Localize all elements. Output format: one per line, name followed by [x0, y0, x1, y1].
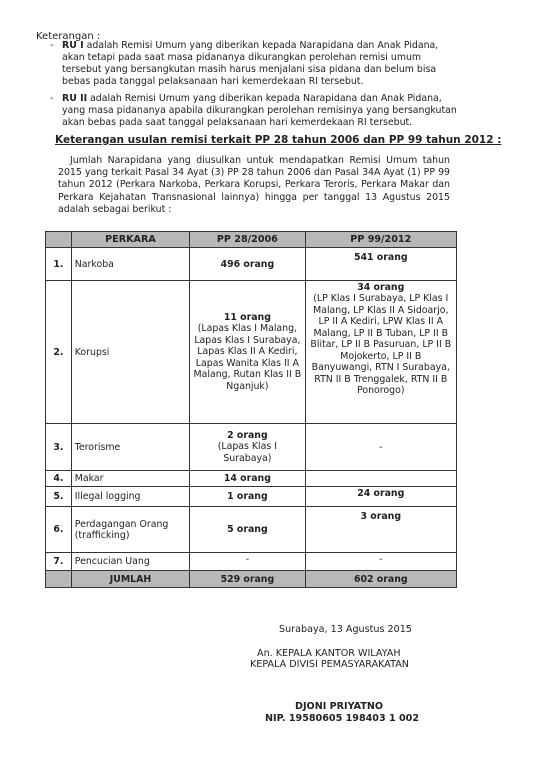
signature-nip: NIP. 19580605 198403 1 002 — [265, 713, 420, 724]
row-pp99: 541 orang — [305, 248, 456, 281]
row-no: 3. — [46, 424, 72, 471]
table-row — [46, 424, 457, 471]
row-no: 2. — [46, 281, 72, 424]
signature-position: KEPALA DIVISI PEMASYARAKATAN — [250, 659, 409, 670]
row-pp28-cell — [190, 424, 305, 471]
signature-an: An. KEPALA KANTOR WILAYAH — [257, 648, 401, 659]
row-perkara: Korupsi — [71, 281, 189, 424]
row-perkara: Pencucian Uang — [71, 553, 189, 571]
keterangan-term: RU I — [62, 40, 84, 51]
row-no: 1. — [46, 248, 72, 281]
row-pp28: 14 orang — [190, 471, 305, 487]
bullet-dash: - — [50, 40, 54, 51]
table-header-row — [46, 232, 457, 248]
row-perkara: Perdagangan Orang (trafficking) — [71, 507, 189, 553]
signature-date: Surabaya, 13 Agustus 2015 — [279, 624, 412, 635]
keterangan-item-ru1 — [50, 40, 462, 88]
row-pp99: 3 orang — [305, 507, 456, 553]
row-perkara: Makar — [71, 471, 189, 487]
section-title: Keterangan usulan remisi terkait PP 28 tahun 2006 dan PP 99 tahun 2012 : — [55, 134, 502, 146]
row-no: 7. — [46, 553, 72, 571]
table-row — [46, 507, 457, 553]
header-perkara: PERKARA — [71, 232, 189, 248]
row-pp28-detail: (Lapas Klas I Malang, Lapas Klas I Surabaya, Lapas Klas II A Kediri, Lapas Wanita Klas II A Malang, Rutan Klas II B Nganjuk) — [193, 323, 302, 392]
row-pp99: - — [305, 553, 456, 571]
table-total-row — [46, 571, 457, 588]
header-pp28: PP 28/2006 — [190, 232, 305, 248]
row-pp99-detail: (LP Klas I Surabaya, LP Klas I Malang, LP Klas II A Sidoarjo, LP II A Kediri, LPW Klas II A Malang, LP II B Tuban, LP II B Blitar, LP II B Pasuruan, LP II B Mojokerto, LP II B Banyuwangi, RTN I Surabaya, RTN II B Trenggalek, RTN II B Ponorogo) — [310, 293, 452, 396]
total-pp28: 529 orang — [190, 571, 305, 588]
intro-paragraph: Jumlah Narapidana yang diusulkan untuk mendapatkan Remisi Umum tahun 2015 yang terkait Pasal 34 Ayat (3) PP 28 tahun 2006 dan Pasal 34A Ayat (1) PP 99 tahun 2012 (Perkara Narkoba, Perkara Korupsi, Perkara Teroris, Perkara Makar dan Perkara Kejahatan Transnasional lainnya) hingga per tanggal 13 Agustus 2015 adalah sebagai berikut : — [58, 155, 450, 215]
row-pp28: 5 orang — [190, 507, 305, 553]
row-no: 4. — [46, 471, 72, 487]
keterangan-item-ru2 — [50, 93, 462, 129]
signature-name: DJONI PRIYATNO — [295, 701, 384, 712]
total-pp99: 602 orang — [305, 571, 456, 588]
header-pp99: PP 99/2012 — [305, 232, 456, 248]
row-pp99 — [305, 471, 456, 487]
total-label: JUMLAH — [71, 571, 189, 588]
row-pp28-cell — [190, 281, 305, 424]
row-pp28: - — [190, 553, 305, 571]
keterangan-text: adalah Remisi Umum yang diberikan kepada Narapidana dan Anak Pidana, akan tetapi pada saat masa pidananya dikurangkan perolehan remisi umum tersebut yang bersangkutan masih harus menjalani sisa pidana dan belum bisa bebas pada tanggal pelaksanaan hari kemerdekaan RI tersebut. — [62, 40, 439, 87]
row-pp28: 2 orang — [227, 430, 268, 441]
table-row — [46, 471, 457, 487]
total-no — [46, 571, 72, 588]
table-row — [46, 281, 457, 424]
keterangan-text: adalah Remisi Umum yang diberikan kepada Narapidana dan Anak Pidana, yang masa pidananya apabila dikurangkan perolehan remisinya yang bersangkutan akan bebas pada saat tanggal pelaksanaan hari kemerdekaan RI tersebut. — [62, 93, 457, 128]
row-perkara: Narkoba — [71, 248, 189, 281]
row-perkara: Illegal logging — [71, 487, 189, 507]
bullet-dash: - — [50, 93, 54, 104]
header-no — [46, 232, 72, 248]
keterangan-title: Keterangan : — [36, 31, 101, 42]
row-pp99: 24 orang — [305, 487, 456, 507]
table-row — [46, 248, 457, 281]
row-perkara: Terorisme — [71, 424, 189, 471]
row-pp28: 1 orang — [190, 487, 305, 507]
perkara-table — [45, 231, 457, 588]
keterangan-term: RU II — [62, 93, 88, 104]
row-pp99: 34 orang — [357, 282, 405, 293]
row-pp28: 11 orang — [223, 312, 271, 323]
table-row — [46, 553, 457, 571]
row-pp99-cell — [305, 281, 456, 424]
row-pp99: - — [305, 424, 456, 471]
row-pp28: 496 orang — [190, 248, 305, 281]
row-no: 6. — [46, 507, 72, 553]
row-pp28-detail: (Lapas Klas I Surabaya) — [217, 441, 278, 464]
row-no: 5. — [46, 487, 72, 507]
table-row — [46, 487, 457, 507]
